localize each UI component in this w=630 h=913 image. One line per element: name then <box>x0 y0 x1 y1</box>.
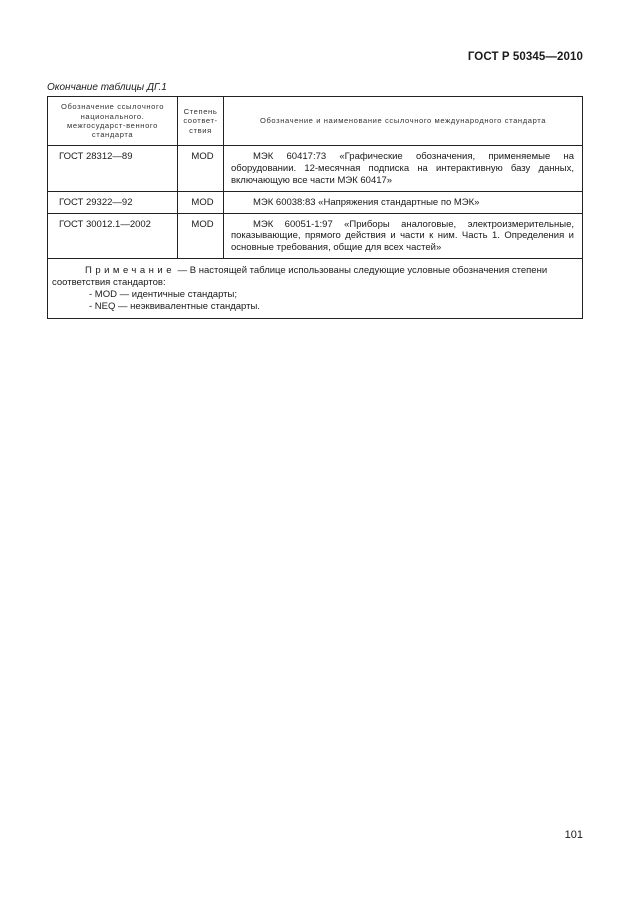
table-caption: Окончание таблицы ДГ.1 <box>47 82 167 93</box>
header-degree-of-conformity: Степень соответ-ствия <box>178 97 224 146</box>
international-standard-cell: МЭК 60038:83 «Напряжения стандартные по МЭК» <box>224 191 583 213</box>
table-note <box>48 259 583 319</box>
reference-standards-table <box>47 96 583 319</box>
national-standard-cell: ГОСТ 29322—92 <box>48 191 178 213</box>
degree-cell: MOD <box>178 191 224 213</box>
degree-cell: MOD <box>178 146 224 192</box>
international-standard-cell: МЭК 60417:73 «Графические обозначения, применяемые на оборудовании. 12-месячная подписка на интерактивную базу данных, включающую все части МЭК 60417» <box>224 146 583 192</box>
national-standard-cell: ГОСТ 28312—89 <box>48 146 178 192</box>
international-standard-cell: МЭК 60051-1:97 «Приборы аналоговые, электроизмерительные, показывающие, прямого действия и части к ним. Часть 1. Определения и основные требования, общие для всех частей» <box>224 213 583 259</box>
table-row <box>48 146 583 192</box>
table-note-row <box>48 259 583 319</box>
document-number: ГОСТ Р 50345—2010 <box>467 51 583 63</box>
header-international-standard: Обозначение и наименование ссылочного международного стандарта <box>224 97 583 146</box>
table-row <box>48 191 583 213</box>
degree-cell: MOD <box>178 213 224 259</box>
note-text-block <box>52 265 574 289</box>
note-item-neq: - NEQ — неэквивалентные стандарты. <box>89 300 260 312</box>
table-header-row <box>48 97 583 146</box>
note-text: — В настоящей таблице использованы следующие условные обозначения степени соответствия стандартов: <box>52 265 548 288</box>
note-item-mod: - MOD — идентичные стандарты; <box>89 288 237 300</box>
header-national-standard: Обозначение ссылочного национального. межгосударст-венного стандарта <box>48 97 178 146</box>
national-standard-cell: ГОСТ 30012.1—2002 <box>48 213 178 259</box>
page-number: 101 <box>564 829 583 841</box>
note-label: Примечание <box>85 265 175 277</box>
table-row <box>48 213 583 259</box>
